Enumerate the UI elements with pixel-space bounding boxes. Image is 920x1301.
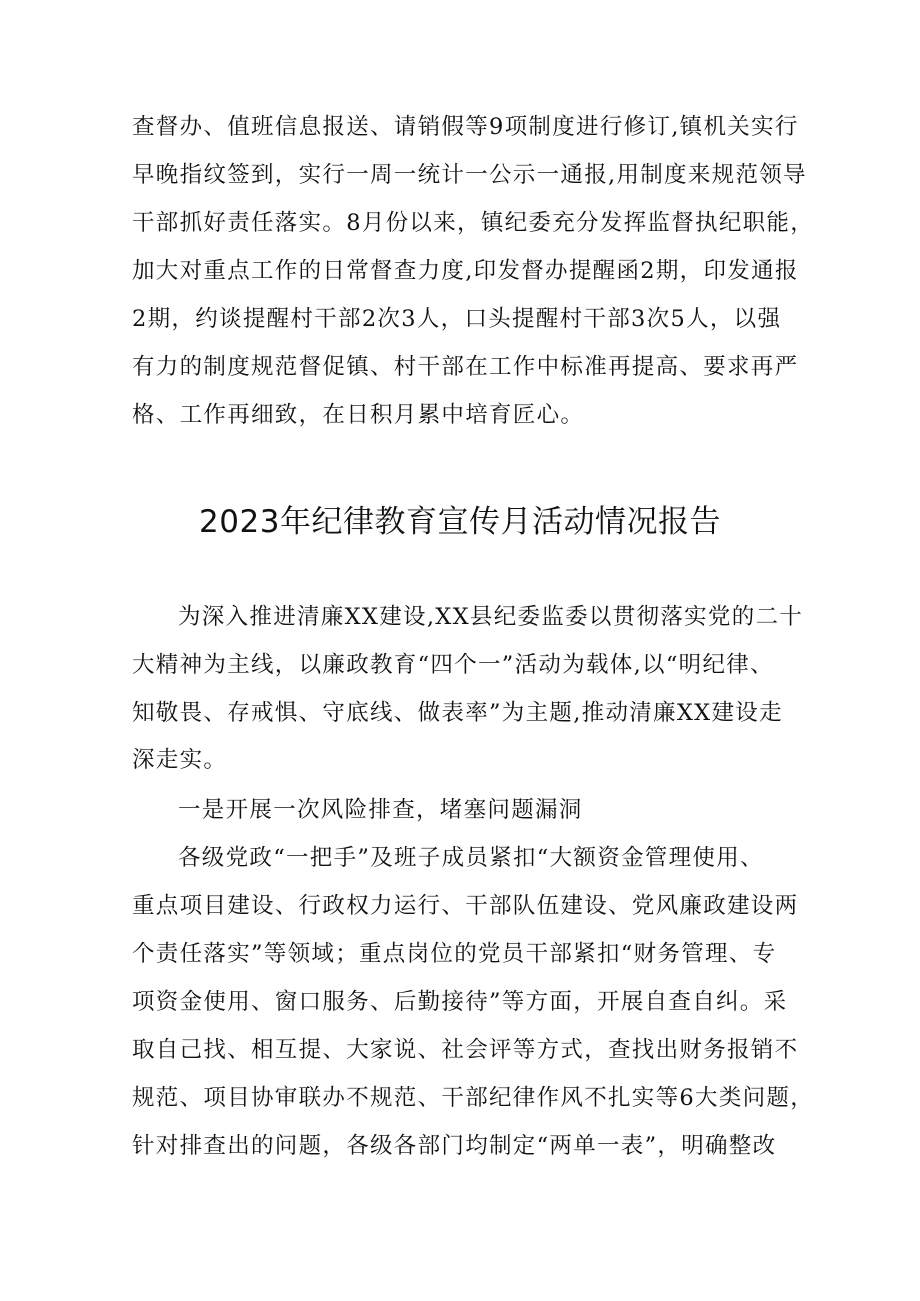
- paragraph-line: 干部抓好责任落实。8月份以来，镇纪委充分发挥监督执纪职能，: [132, 210, 815, 236]
- intro-line: 大精神为主线，以廉政教育“四个一”活动为载体,以“明纪律、: [132, 652, 774, 678]
- report-title: 2023年纪律教育宣传月活动情况报告: [199, 504, 721, 540]
- intro-line: 为深入推进清廉XX建设,XX县纪委监委以贯彻落实党的二十: [178, 604, 804, 630]
- paragraph-line: 有力的制度规范督促镇、村干部在工作中标准再提高、要求再严: [132, 354, 799, 380]
- paragraph-line: 加大对重点工作的日常督查力度,印发督办提醒函2期，印发通报: [132, 258, 799, 284]
- paragraph-line: 查督办、值班信息报送、请销假等9项制度进行修订,镇机关实行: [132, 114, 799, 140]
- intro-line: 知敬畏、存戒惧、守底线、做表率”为主题,推动清廉XX建设走: [132, 700, 783, 726]
- section-line: 项资金使用、窗口服务、后勤接待”等方面，开展自查自纠。采: [132, 989, 788, 1015]
- section-line: 取自己找、相互提、大家说、社会评等方式，查找出财务报销不: [132, 1037, 799, 1063]
- section-line: 个责任落实”等领域；重点岗位的党员干部紧扣“财务管理、专: [132, 941, 777, 967]
- intro-line: 深走实。: [132, 747, 228, 773]
- paragraph-line: 早晚指纹签到，实行一周一统计一公示一通报,用制度来规范领导: [132, 162, 807, 188]
- section-line: 针对排查出的问题，各级各部门均制定“两单一表”，明确整改: [132, 1133, 777, 1159]
- section-heading: 一是开展一次风险排查，堵塞问题漏洞: [178, 797, 583, 823]
- section-line: 重点项目建设、行政权力运行、干部队伍建设、党风廉政建设两: [132, 893, 799, 919]
- section-line: 各级党政“一把手”及班子成员紧扣“大额资金管理使用、: [178, 845, 764, 871]
- paragraph-line: 2期，约谈提醒村干部2次3人，口头提醒村干部3次5人，以强: [132, 306, 782, 332]
- section-line: 规范、项目协审联办不规范、干部纪律作风不扎实等6大类问题，: [132, 1085, 815, 1111]
- paragraph-line: 格、工作再细致，在日积月累中培育匠心。: [132, 402, 585, 428]
